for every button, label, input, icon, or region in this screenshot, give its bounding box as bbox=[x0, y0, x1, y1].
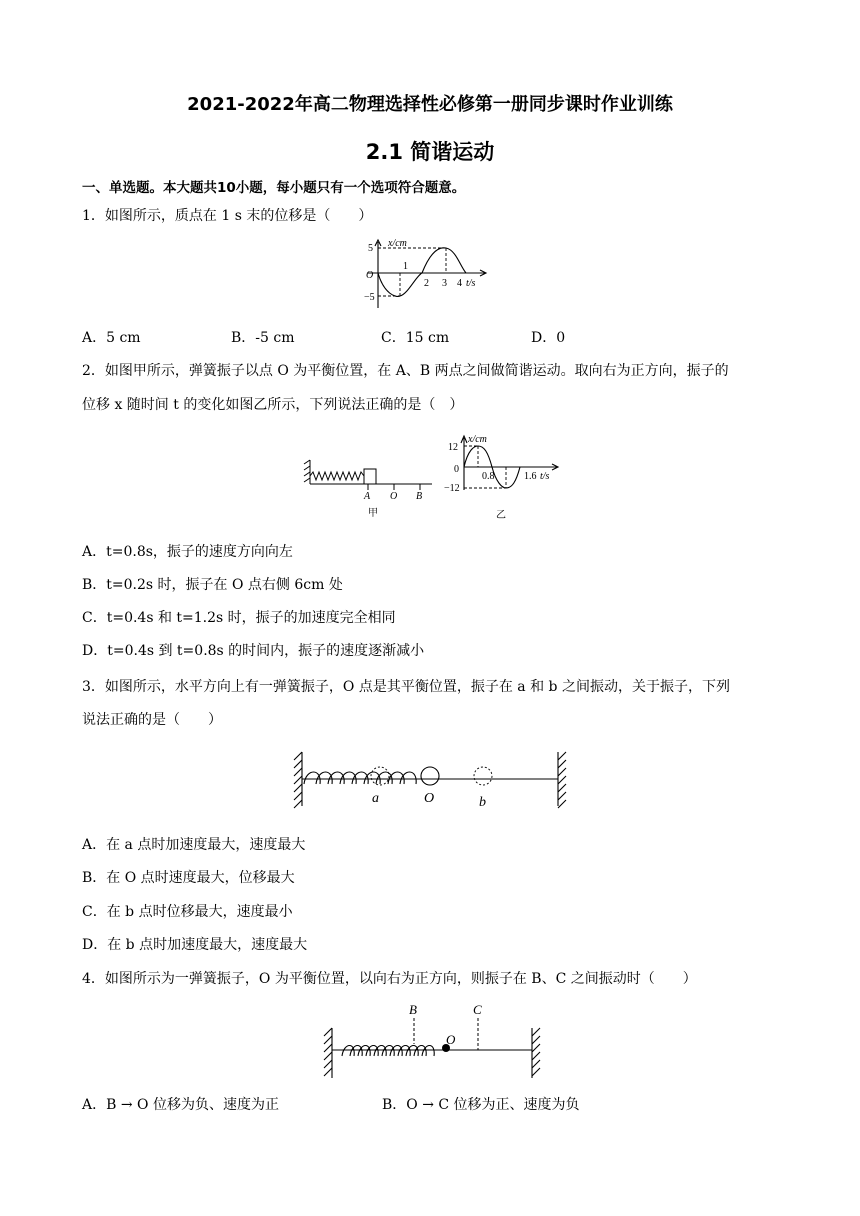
q2-stem-line1: 2．如图甲所示，弹簧振子以点 O 为平衡位置，在 A、B 两点之间做简谐运动。取向右为正方向，振子的 bbox=[82, 363, 729, 379]
q2-origin: 0 bbox=[454, 464, 459, 475]
q2-option-d: D．t=0.4s 到 t=0.8s 的时间内，振子的速度逐渐减小 bbox=[82, 643, 425, 659]
page-title: 2021-2022年高二物理选择性必修第一册同步课时作业训练 bbox=[187, 94, 673, 115]
q2-caption-yi: 乙 bbox=[496, 510, 506, 521]
q1-x-label: t/s bbox=[466, 278, 476, 289]
q2-figure-yi bbox=[440, 432, 570, 522]
q1-xtick: 3 bbox=[442, 278, 447, 289]
q3-option-a: A．在 a 点时加速度最大，速度最大 bbox=[82, 837, 306, 853]
q2-ytick: 12 bbox=[448, 442, 458, 453]
q4-label-o: O bbox=[446, 1032, 456, 1047]
q4-label-b: B bbox=[409, 1002, 417, 1017]
q1-xtick: 4 bbox=[457, 278, 462, 289]
q2-option-b: B．t=0.2s 时，振子在 O 点右侧 6cm 处 bbox=[82, 577, 343, 593]
q1-graph bbox=[362, 236, 492, 314]
q1-option-a: A．5 cm bbox=[82, 330, 141, 346]
q3-option-b: B．在 O 点时速度最大，位移最大 bbox=[82, 870, 295, 886]
q2-y-label: x/cm bbox=[468, 434, 487, 445]
q4-figure bbox=[322, 1000, 548, 1080]
q1-ytick: −5 bbox=[364, 292, 375, 303]
q2-option-a: A．t=0.8s，振子的速度方向向左 bbox=[82, 544, 293, 560]
section-heading: 一、单选题。本大题共10小题，每小题只有一个选项符合题意。 bbox=[82, 180, 466, 196]
q4-option-b: B．O → C 位移为正、速度为负 bbox=[382, 1097, 580, 1113]
q1-ytick: 5 bbox=[368, 243, 373, 254]
q4-option-a: A．B → O 位移为负、速度为正 bbox=[82, 1097, 279, 1113]
q2-label-o: O bbox=[390, 491, 398, 502]
q4-label-c: C bbox=[473, 1002, 482, 1017]
q2-ytick: −12 bbox=[444, 483, 460, 494]
q2-figure-jia bbox=[302, 454, 442, 520]
q3-option-c: C．在 b 点时位移最大，速度最小 bbox=[82, 904, 293, 920]
q3-label-a: a bbox=[372, 791, 379, 806]
q1-option-c: C．15 cm bbox=[381, 330, 450, 346]
q1-option-b: B．-5 cm bbox=[231, 330, 295, 346]
lesson-title: 2.1 简谐运动 bbox=[365, 140, 495, 164]
q3-stem-line2: 说法正确的是（ ） bbox=[82, 712, 222, 728]
q1-y-label: x/cm bbox=[388, 238, 407, 249]
q1-option-d: D．0 bbox=[531, 330, 566, 346]
q3-label-b: b bbox=[479, 795, 486, 810]
q3-stem-line1: 3．如图所示，水平方向上有一弹簧振子，O 点是其平衡位置，振子在 a 和 b 之间振动，关于振子，下列 bbox=[82, 679, 730, 695]
q1-xtick: 1 bbox=[403, 261, 408, 272]
q2-xtick: 1.6 bbox=[524, 471, 537, 482]
q3-label-o: O bbox=[424, 791, 435, 806]
q2-label-b: B bbox=[416, 491, 423, 502]
q4-stem: 4．如图所示为一弹簧振子，O 为平衡位置，以向右为正方向，则振子在 B、C 之间振动时（ ） bbox=[82, 971, 697, 987]
q3-figure bbox=[292, 748, 574, 814]
q3-option-d: D．在 b 点时加速度最大，速度最大 bbox=[82, 937, 308, 953]
q2-label-a: A bbox=[364, 491, 371, 502]
q2-stem-line2: 位移 x 随时间 t 的变化如图乙所示，下列说法正确的是（ ） bbox=[82, 397, 464, 413]
q2-option-c: C．t=0.4s 和 t=1.2s 时，振子的加速度完全相同 bbox=[82, 610, 396, 626]
q1-stem: 1．如图所示，质点在 1 s 末的位移是（ ） bbox=[82, 208, 373, 224]
q2-caption-jia: 甲 bbox=[368, 508, 378, 519]
q1-origin: O bbox=[366, 270, 374, 281]
q1-xtick: 2 bbox=[424, 278, 429, 289]
q2-x-label: t/s bbox=[540, 471, 550, 482]
q2-xtick: 0.8 bbox=[482, 471, 495, 482]
